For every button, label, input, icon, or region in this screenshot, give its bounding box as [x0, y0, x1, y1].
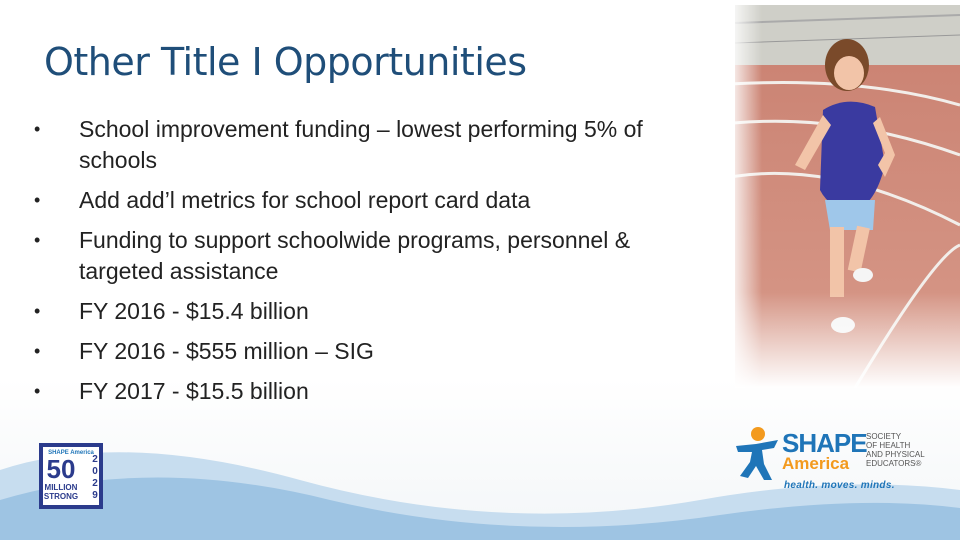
society-line: EDUCATORS® — [866, 459, 922, 468]
badge-year-digit: 0 — [92, 466, 98, 477]
shape-america-logo — [734, 424, 934, 494]
bullet-marker: • — [34, 230, 41, 250]
logo-america-text: America — [782, 454, 850, 473]
badge-year-digit: 2 — [92, 478, 98, 489]
bullet-item — [34, 225, 714, 287]
badge-year-digit: 2 — [92, 454, 98, 465]
slide-title: Other Title I Opportunities — [44, 40, 527, 84]
bullet-text: School improvement funding – lowest performing 5% of schools — [79, 116, 643, 173]
society-line: AND PHYSICAL — [866, 450, 925, 459]
bullet-list — [34, 114, 714, 416]
bullet-item — [34, 185, 714, 216]
badge-line2: STRONG — [43, 492, 79, 501]
society-line: OF HEALTH — [866, 441, 911, 450]
bullet-marker: • — [34, 119, 41, 139]
bullet-item — [34, 296, 714, 327]
badge-brand: SHAPE America — [48, 450, 94, 456]
fifty-million-strong-badge — [36, 440, 106, 512]
bullet-text: Add add’l metrics for school report card data — [79, 187, 531, 213]
bullet-text: FY 2016 - $555 million – SIG — [79, 338, 374, 364]
badge-line1: MILLION — [44, 483, 78, 492]
bullet-marker: • — [34, 301, 41, 321]
badge-number: 50 — [46, 454, 76, 484]
running-girl-photo — [735, 5, 960, 388]
bullet-item — [34, 376, 714, 407]
bullet-text: FY 2016 - $15.4 billion — [79, 298, 309, 324]
bullet-item — [34, 336, 714, 367]
bullet-text: Funding to support schoolwide programs, personnel & targeted assistance — [79, 227, 631, 284]
badge-year — [89, 454, 101, 502]
society-line: SOCIETY — [866, 432, 902, 441]
bullet-item — [34, 114, 714, 176]
logo-society-text — [866, 432, 946, 468]
logo-tagline: health. moves. minds. — [784, 480, 895, 491]
bullet-marker: • — [34, 190, 41, 210]
badge-year-digit: 9 — [92, 490, 98, 501]
person-figure-icon — [734, 426, 780, 482]
bullet-text: FY 2017 - $15.5 billion — [79, 378, 309, 404]
logo-shape-text: SHAPE — [782, 428, 867, 458]
bullet-marker: • — [34, 381, 41, 401]
bullet-marker: • — [34, 341, 41, 361]
running-track-illustration — [735, 5, 960, 388]
